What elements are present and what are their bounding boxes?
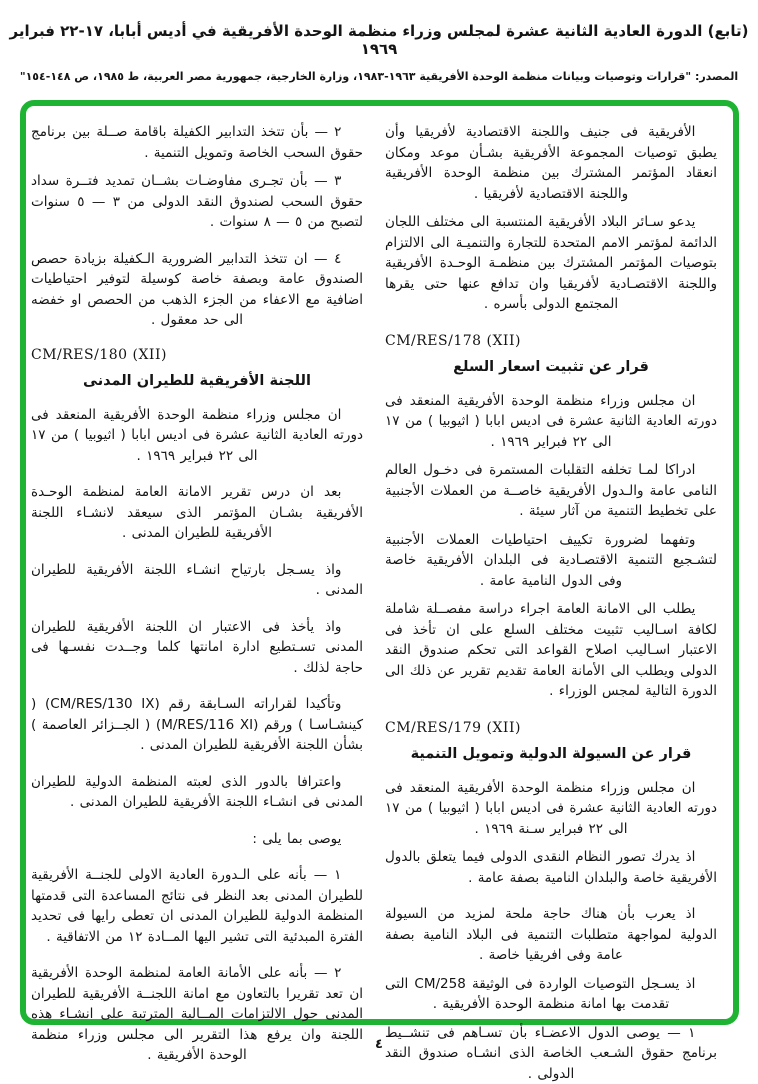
paragraph: واعترافا بالدور الذى لعبته المنظمة الدولية للطيران المدنى فى انشـاء اللجنة الأفريقية للطيران المدنى . bbox=[31, 772, 363, 813]
paragraph: يوصى بما يلى : bbox=[31, 829, 363, 850]
paragraph: واذ يأخذ فى الاعتبار ان اللجنة الأفريقية للطيران المدنى تسـتطيع ادارة امانتها كلما وجــدت نفسـها فى حاجة لذلك . bbox=[31, 617, 363, 679]
paragraph: يطلب الى الامانة العامة اجراء دراسة مفصــلة شاملة لكافة اسـاليب تثبيت مختلف السلع على ان تأخذ فى الاعتبار اسـاليب اصلاح القواعد التى تحكم صندوق النقد الدولى ويطلب الى الأمانة العامة تقديم تقرير عن ذلك الى الدورة التالية لمجس الوزراء . bbox=[385, 599, 717, 702]
paragraph: ١ — يوصى الدول الاعضـاء بأن تسـاهم فى تنشــيط برنامج حقوق الشـعب الخاصة الذى انشـاه صندوق النقد الدولى . bbox=[385, 1023, 717, 1084]
paragraph: ١ — بأنه على الـدورة العادية الاولى للجنــة الأفريقية للطيران المدنى بعد النظر فى نتائج المساعدة التى قدمتها المنظمة الدولية للطيران المدنى ان تعطى رايها فى تحديد الفترة المبدئية التى تشير اليها المــادة ١٢ من الاتفاقية . bbox=[31, 865, 363, 947]
paragraph: ان مجلس وزراء منظمة الوحدة الأفريقية المنعقد فى دورته العادية الثانية عشرة فى اديس ابابا ( اثيوبيا ) من ١٧ الى ٢٢ فبراير ١٩٦٩ . bbox=[31, 405, 363, 467]
resolution-heading: اللجنة الأفريقية للطيران المدنى bbox=[31, 373, 363, 389]
resolution-code: CM/RES/180 (XII) bbox=[31, 347, 363, 363]
source-line: المصدر: "قرارات وتوصيات وبيانات منظمة الوحدة الأفريقية ١٩٦٣-١٩٨٣، وزارة الخارجية، جمهورية مصر العربية، ط ١٩٨٥، ص ١٤٨-١٥٤" bbox=[0, 70, 758, 83]
paragraph: وتأكيدا لقراراته السـابقة رقم (CM/RES/130 IX) ( كينشـاسـا ) ورقم (M/RES/116 XI) ( الجــزائر العاصمة ) بشأن اللجنة الأفريقية للطيران المدنى . bbox=[31, 694, 363, 756]
paragraph: وتفهما لضرورة تكييف احتياطيات العملات الأجنبية لتشـجيع التنمية الاقتصـادية فى البلدان الأفريقية خاصة وفى الدول النامية عامة . bbox=[385, 530, 717, 592]
column-right bbox=[385, 122, 717, 1009]
green-border-box bbox=[20, 100, 739, 1025]
paragraph: يدعو سـائر البلاد الأفريقية المنتسبة الى مختلف اللجان الدائمة لمؤتمر الامم المتحدة للتجارة والتنميـة الى الالتزام بتوصيات المؤتمر المشترك بين منظمـة الوحـدة الأفريقية واللجنة الاقتصـادية لأفريقيا وان تدافع عنها حتى يقرها المجتمع الدولى بأسره . bbox=[385, 212, 717, 315]
resolution-code: CM/RES/179 (XII) bbox=[385, 720, 717, 736]
page-number: ٤ bbox=[0, 1037, 758, 1052]
paragraph: ٣ — بأن تجـرى مفاوضـات بشــان تمديد فتــرة سداد حقوق السحب لصندوق النقد الدولى من ٣ — ٥ سنوات لتصبح من ٥ — ٨ سنوات . bbox=[31, 171, 363, 233]
paragraph: ان مجلس وزراء منظمة الوحدة الأفريقية المنعقد فى دورته العادية الثانية عشرة فى اديس ابابا ( اثيوبيا ) من ١٧ الى ٢٢ فبراير سـنة ١٩٦٩ . bbox=[385, 778, 717, 840]
paragraph: واذ يسـجل بارتياح انشـاء اللجنة الأفريقية للطيران المدنى . bbox=[31, 560, 363, 601]
paragraph: اذ يسـجل التوصيات الواردة فى الوثيقة CM/258 التى تقدمت بها امانة منظمة الوحدة الأفريقية . bbox=[385, 974, 717, 1015]
paragraph: الأفريقية فى جنيف واللجنة الاقتصادية لأفريقيا وأن يطبق توصيات المجموعة الأفريقية بشـأن موعد ومكان انعقاد المؤتمر المشترك بين منظمة الوحدة الأفريقية واللجنة الاقتصادية لأفريقيا . bbox=[385, 122, 717, 204]
two-column-layout bbox=[26, 106, 733, 1019]
resolution-heading: قرار عن تثبيت اسعار السلع bbox=[385, 359, 717, 375]
page-title: (تابع) الدورة العادية الثانية عشرة لمجلس وزراء منظمة الوحدة الأفريقية في أديس أبابا، ١٧-٢٢ فبراير ١٩٦٩ bbox=[0, 22, 758, 58]
resolution-code: CM/RES/178 (XII) bbox=[385, 333, 717, 349]
resolution-heading: قرار عن السيولة الدولية وتمويل التنمية bbox=[385, 746, 717, 762]
column-left bbox=[31, 122, 363, 1009]
paragraph: ادراكا لمـا تخلفه التقلبات المستمرة فى دخـول العالم النامى عامة والـدول الأفريقية خاصــة من العملات الأجنبية على تخطيط التنمية من آثار سيئة . bbox=[385, 460, 717, 522]
paragraph: بعد ان درس تقرير الامانة العامة لمنظمة الوحـدة الأفريقية بشـان المؤتمر الذى سيعقد لانشـاء اللجنة الأفريقية للطيران المدنى . bbox=[31, 482, 363, 544]
paragraph: ٢ — بأنه على الأمانة العامة لمنظمة الوحدة الأفريقية ان تعد تقريرا بالتعاون مع امانة اللجنــة الأفريقية للطيران المدنى حول الالتزامات المــالية المترتبة على انشـاء هذه اللجنة وان يرفع هذا التقرير الى مجلس وزراء منظمة الوحدة الأفريقية . bbox=[31, 963, 363, 1066]
paragraph: اذ يدرك تصور النظام النقدى الدولى فيما يتعلق بالدول الأفريقية خاصة والبلدان النامية بصفة عامة . bbox=[385, 847, 717, 888]
paragraph: اذ يعرب بأن هناك حاجة ملحة لمزيد من السيولة الدولية لمواجهة متطلبات التنمية فى البلاد النامية بصفة عامة وفى افريقيا خاصة . bbox=[385, 904, 717, 966]
page-header bbox=[0, 22, 758, 83]
paragraph: ان مجلس وزراء منظمة الوحدة الأفريقية المنعقد فى دورته العادية الثانية عشرة فى اديس ابابا ( اثيوبيا ) من ١٧ الى ٢٢ فبراير ١٩٦٩ . bbox=[385, 391, 717, 453]
paragraph: ٢ — بأن تتخذ التدابير الكفيلة باقامة صــلة بين برنامج حقوق السحب الخاصة وتمويل التنمية . bbox=[31, 122, 363, 163]
paragraph: ٤ — ان تتخذ التدابير الضرورية الـكفيلة بزيادة حصص الصندوق عامة وبصفة خاصة كوسيلة لتوفير احتياطيات اضافية مع الاعفاء من الجزء الذهب من الحصص او خفضه الى حد معقول . bbox=[31, 249, 363, 331]
